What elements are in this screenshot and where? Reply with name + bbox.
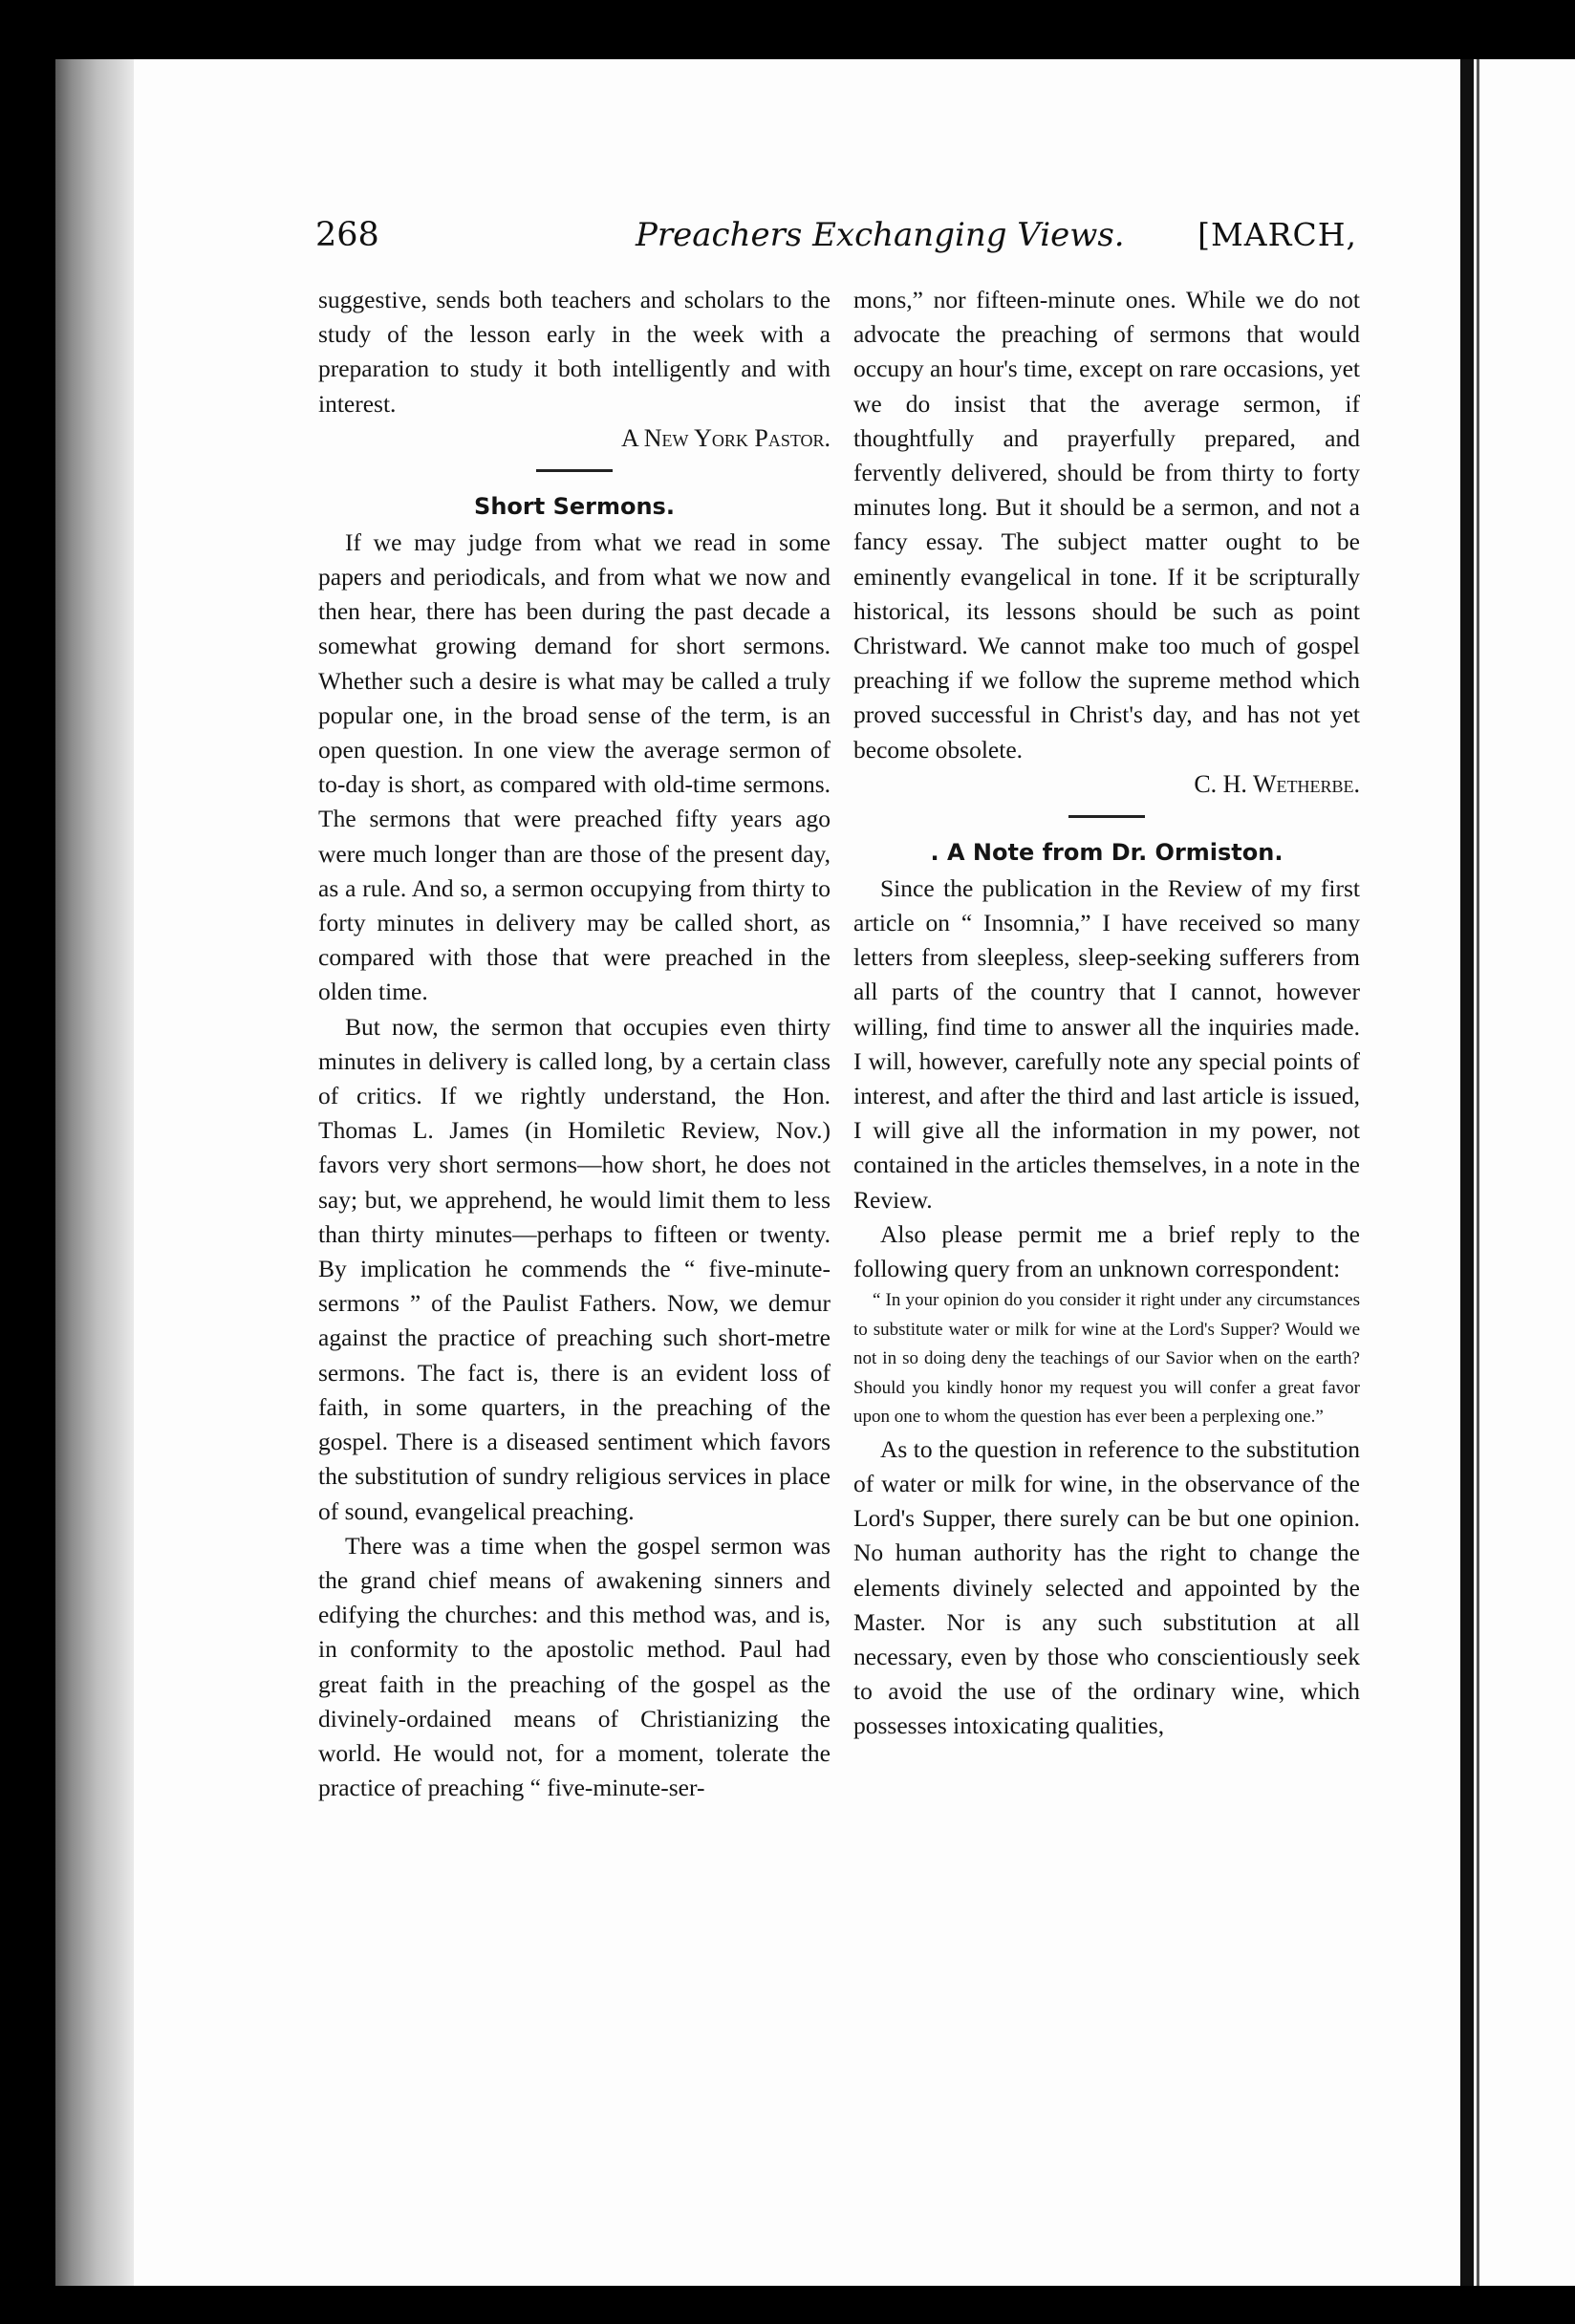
ormiston-paragraph-3: As to the question in reference to the substitution of water or milk for wine, in the observance of the Lord's Supper, there surely can be but one opinion. No human authority has the right to change the elements divinely selected and appointed by the Master. Nor is any such substitution at all necessary, even by those who conscientiously seek to avoid the use of the ordinary wine, which possesses intoxicating qualities, bbox=[853, 1434, 1360, 1740]
page-edge-shadow bbox=[55, 59, 138, 2286]
short-sermons-paragraph-3: There was a time when the gospel sermon was the grand chief means of awakening sinners and edifying the churches: and this method was, and is, in conformity to the apostolic method. Paul had great faith in the preaching of the gospel as the divinely-ordained means of Christianizing the world. He would not, for a moment, tolerate the practice of preaching “ five-minute-ser- bbox=[318, 1531, 831, 1802]
section-divider bbox=[1068, 815, 1145, 818]
article-signature: C. H. Wetherbe. bbox=[1194, 769, 1360, 798]
correspondent-quote: “ In your opinion do you consider it right under any circumstances to substitute water or milk for wine at the Lord's Supper? Would we not in so doing deny the teachings of our Savior when on the earth? Should you kindly honor my request you will confer a great favor upon one to whom the question has ever been a perplexing one.” bbox=[853, 1290, 1360, 1428]
right-binding-rule bbox=[1460, 59, 1474, 2286]
short-sermons-continuation: mons,” nor fifteen-minute ones. While we do not advocate the preaching of sermons that would occupy an hour's time, except on rare occasions, yet we do insist that the average sermon, if thoughtfully and prayerfully prepared, and fervently delivered, should be from thirty to forty minutes long. But it should be a sermon, and not a fancy essay. The subject matter ought to be eminently evangelical in tone. If it be scripturally historical, its lessons should be such as point Christward. We cannot make too much of gospel preaching if we follow the supreme method which proved successful in Christ's day, and has not yet become obsolete. bbox=[853, 286, 1360, 764]
running-title: Preachers Exchanging Views. bbox=[636, 216, 1125, 254]
short-sermons-paragraph-1: If we may judge from what we read in some papers and periodicals, and from what we now and then hear, there has been during the past decade a somewhat growing demand for short sermons. Whether such a desire is what may be called a truly popular one, in the broad sense of the term, is an open question. In one view the average sermon of to-day is short, as compared with old-time sermons. The sermons that were preached fifty years ago were much longer than are those of the present day, as a rule. And so, a sermon occupying from thirty to forty minutes in delivery may be called short, as compared with those that were preached in the olden time. bbox=[318, 527, 831, 1006]
right-column bbox=[853, 283, 1360, 1744]
section-title-note-ormiston: . A Note from Dr. Ormiston. bbox=[930, 838, 1284, 866]
intro-paragraph: suggestive, sends both teachers and scholars to the study of the lesson early in the week with a preparation to study it both intelligently and with interest. bbox=[318, 286, 831, 418]
running-month: [MARCH, bbox=[1197, 216, 1357, 253]
left-column bbox=[318, 283, 831, 1805]
section-title-short-sermons: Short Sermons. bbox=[474, 492, 675, 520]
intro-signature: A New York Pastor. bbox=[620, 423, 831, 452]
ormiston-paragraph-1: Since the publication in the Review of my first article on “ Insomnia,” I have received so many letters from sleepless, sleep-seeking sufferers from all parts of the country that I cannot, however willing, find time to answer all the inquiries made. I will, however, carefully note any special points of interest, and after the third and last article is issued, I will give all the information in my power, not contained in the articles themselves, in a note in the Review. bbox=[853, 873, 1360, 1214]
short-sermons-paragraph-2: But now, the sermon that occupies even thirty minutes in delivery is called long, by a certain class of critics. If we rightly understand, the Hon. Thomas L. James (in Homiletic Review, Nov.) favors very short sermons—how short, he does not say; but, we apprehend, he would limit them to less than thirty minutes—perhaps to fifteen or twenty. By implication he commends the “ five-minute-sermons ” of the Paulist Fathers. Now, we demur against the practice of preaching such short-metre sermons. The fact is, there is an evident loss of faith, in some quarters, in the preaching of the gospel. There is a diseased sentiment which favors the substitution of sundry religious services in place of sound, evangelical preaching. bbox=[318, 1012, 831, 1525]
section-divider bbox=[536, 469, 613, 472]
running-header bbox=[315, 216, 1357, 262]
ormiston-paragraph-2: Also please permit me a brief reply to the following query from an unknown correspondent: bbox=[853, 1219, 1360, 1283]
page-number: 268 bbox=[315, 216, 379, 254]
right-binding-inner-rule bbox=[1477, 59, 1479, 2286]
